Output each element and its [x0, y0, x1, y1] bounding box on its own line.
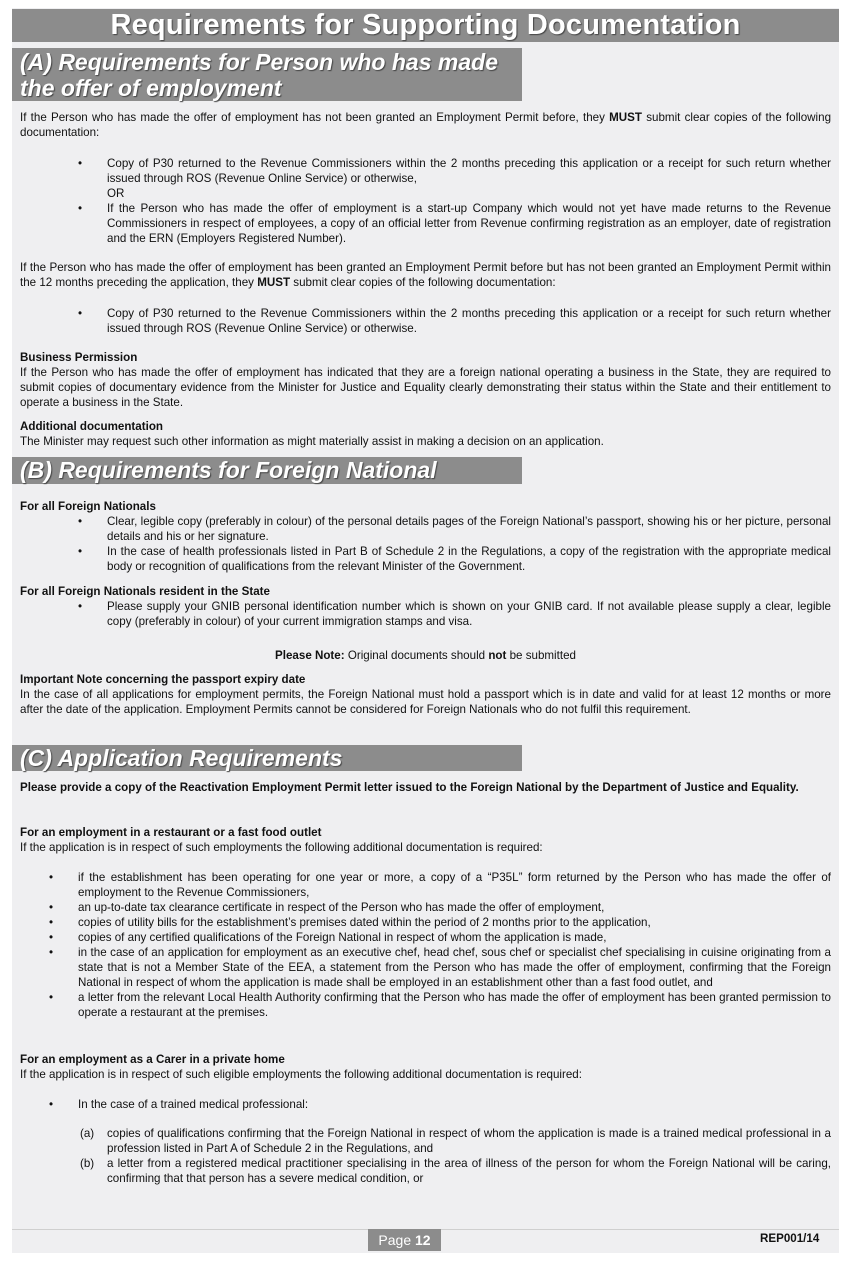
or-text: OR: [107, 187, 125, 200]
business-permission-text: If the Person who has made the offer of employment has indicated that they are a foreign national operating a business in the State, they are required to submit copies of documentary evidence from the Minister for Justice and Equality clearly demonstrating their status within the State and their entitlement to operate a business in the State.: [20, 366, 831, 409]
emphasis: MUST: [257, 276, 291, 289]
note-emphasis: not: [488, 649, 507, 662]
page-title: Requirements for Supporting Documentation: [12, 9, 839, 42]
resident-block: [20, 584, 831, 629]
additional-documentation-text: The Minister may request such other information as might materially assist in making a decision on an application.: [20, 435, 604, 448]
restaurant-list: [20, 870, 831, 1020]
list-item: [20, 599, 831, 629]
section-c-intro: Please provide a copy of the Reactivation Employment Permit letter issued to the Foreign National by the Department of Justice and Equality.: [20, 781, 799, 794]
section-a-paragraph-2: [20, 260, 831, 290]
list-item: [20, 900, 831, 915]
text: If the Person who has made the offer of employment has been granted an Employment Permit before but has not been granted an Employment Permit within the 12 months preceding the application, they: [20, 261, 831, 289]
list-item-text: Copy of P30 returned to the Revenue Commissioners within the 2 months preceding this application or a receipt for such return whether issued through ROS (Revenue Online Service) or otherwise,: [107, 157, 831, 185]
sub-item-a: [20, 1126, 831, 1156]
page-number: 12: [415, 1232, 431, 1248]
all-foreign-nationals-list: [20, 514, 831, 574]
list-item-text: an up-to-date tax clearance certificate in respect of the Person who has made the offer of employment,: [78, 901, 605, 914]
carer-block: [20, 1052, 831, 1082]
restaurant-text: If the application is in respect of such employments the following additional documentation is required:: [20, 841, 543, 854]
sub-item-b: [20, 1156, 831, 1186]
list-item-text: Clear, legible copy (preferably in colour) of the personal details pages of the Foreign National’s passport, showing his or her picture, personal details and his or her signature.: [107, 515, 831, 543]
list-item: [20, 915, 831, 930]
note-label: Please Note:: [275, 649, 345, 662]
note-text: be submitted: [506, 649, 576, 662]
carer-list: [20, 1097, 831, 1112]
list-item: [20, 870, 831, 900]
list-item: [20, 514, 831, 544]
section-a-heading-line1: (A) Requirements for Person who has made: [20, 49, 498, 75]
list-item: [20, 201, 831, 246]
list-item: [20, 306, 831, 336]
list-item-text: if the establishment has been operating for one year or more, a copy of a “P35L” form returned by the Person who has made the offer of employment to the Revenue Commissioners,: [78, 871, 831, 899]
list-item-text: In the case of a trained medical professional:: [78, 1098, 309, 1111]
list-item-text: copies of any certified qualifications of the Foreign National in respect of whom the application is made,: [78, 931, 607, 944]
list-item-text: copies of utility bills for the establishment’s premises dated within the period of 2 months prior to the application,: [78, 916, 651, 929]
list-item: [20, 945, 831, 990]
carer-text: If the application is in respect of such eligible employments the following additional documentation is required:: [20, 1068, 582, 1081]
page-label: Page: [378, 1232, 415, 1248]
passport-expiry-heading: Important Note concerning the passport expiry date: [20, 673, 306, 686]
text: If the Person who has made the offer of employment has not been granted an Employment Permit before, they: [20, 111, 610, 124]
all-foreign-nationals-block: [20, 499, 831, 574]
passport-expiry-block: [20, 672, 831, 717]
please-note: [20, 648, 831, 663]
sub-item-text: copies of qualifications confirming that the Foreign National in respect of whom the application is made is a trained medical professional in a profession listed in Part A of Schedule 2 in the Regulations, and: [107, 1127, 831, 1155]
additional-documentation-block: [20, 419, 831, 449]
sub-item-label: (a): [80, 1127, 95, 1140]
list-item-text: Copy of P30 returned to the Revenue Commissioners within the 2 months preceding this application or a receipt for such return whether issued through ROS (Revenue Online Service) or otherwise.: [107, 307, 831, 335]
resident-list: [20, 599, 831, 629]
section-a-list-1: [20, 156, 831, 246]
note-text: Original documents should: [344, 649, 489, 662]
passport-expiry-text: In the case of all applications for employment permits, the Foreign National must hold a passport which is in date and valid for at least 12 months or more after the date of the application. Employment Permits cannot be considered for Foreign Nationals who do not fulfil this requirement.: [20, 688, 831, 716]
business-permission-block: [20, 350, 831, 410]
list-item-text: Please supply your GNIB personal identification number which is shown on your GNIB card. If not available please supply a clear, legible copy (preferably in colour) of your current immigration stamps and visa.: [107, 600, 831, 628]
emphasis: MUST: [609, 111, 642, 124]
list-item: [20, 156, 831, 201]
restaurant-block: [20, 825, 831, 855]
section-b-heading: (B) Requirements for Foreign National: [12, 457, 522, 484]
business-permission-heading: Business Permission: [20, 351, 138, 364]
list-item-text: in the case of an application for employment as an executive chef, head chef, sous chef or specialist chef specialising in cuisine originating from a state that is not a Member State of the EEA, a statement from the Person who has made the offer of employment, confirming that the Foreign National in respect of whom the application is made shall be employed in an establishment other than a fast food outlet, and: [78, 946, 831, 989]
list-item-text: If the Person who has made the offer of employment is a start-up Company which would not yet have made returns to the Revenue Commissioners in respect of employees, a copy of an official letter from Revenue confirming registration as an employer, date of registration and the ERN (Employers Registered Number).: [107, 202, 831, 245]
carer-heading: For an employment as a Carer in a private home: [20, 1053, 285, 1066]
section-a-heading: [12, 48, 522, 101]
page-number-badge: [368, 1229, 441, 1251]
sub-item-label: (b): [80, 1157, 95, 1170]
restaurant-heading: For an employment in a restaurant or a fast food outlet: [20, 826, 322, 839]
list-item: [20, 930, 831, 945]
section-a-paragraph-1: [20, 110, 831, 140]
section-a-heading-line2: the offer of employment: [20, 75, 282, 101]
text: submit clear copies of the following documentation:: [290, 276, 556, 289]
text: submit clear copies of the following documentation:: [20, 111, 832, 139]
list-item: [20, 544, 831, 574]
resident-heading: For all Foreign Nationals resident in the State: [20, 585, 270, 598]
list-item-text: a letter from the relevant Local Health Authority confirming that the Person who has made the offer of employment has been granted permission to operate a restaurant at the premises.: [78, 991, 831, 1019]
additional-documentation-heading: Additional documentation: [20, 420, 163, 433]
carer-sub-list: [20, 1126, 831, 1186]
sub-item-text: a letter from a registered medical practitioner specialising in the area of illness of the person for whom the Foreign National will be caring, confirming that that person has a severe medical condition, or: [107, 1157, 831, 1185]
document-reference: REP001/14: [760, 1232, 820, 1245]
all-foreign-nationals-heading: For all Foreign Nationals: [20, 500, 156, 513]
section-a-list-2: [20, 306, 831, 336]
list-item: [20, 1097, 831, 1112]
list-item: [20, 990, 831, 1020]
list-item-text: In the case of health professionals listed in Part B of Schedule 2 in the Regulations, a copy of the registration with the appropriate medical body or recognition of qualifications from the relevant Minister of the Government.: [107, 545, 831, 573]
section-c-heading: (C) Application Requirements: [12, 745, 522, 771]
